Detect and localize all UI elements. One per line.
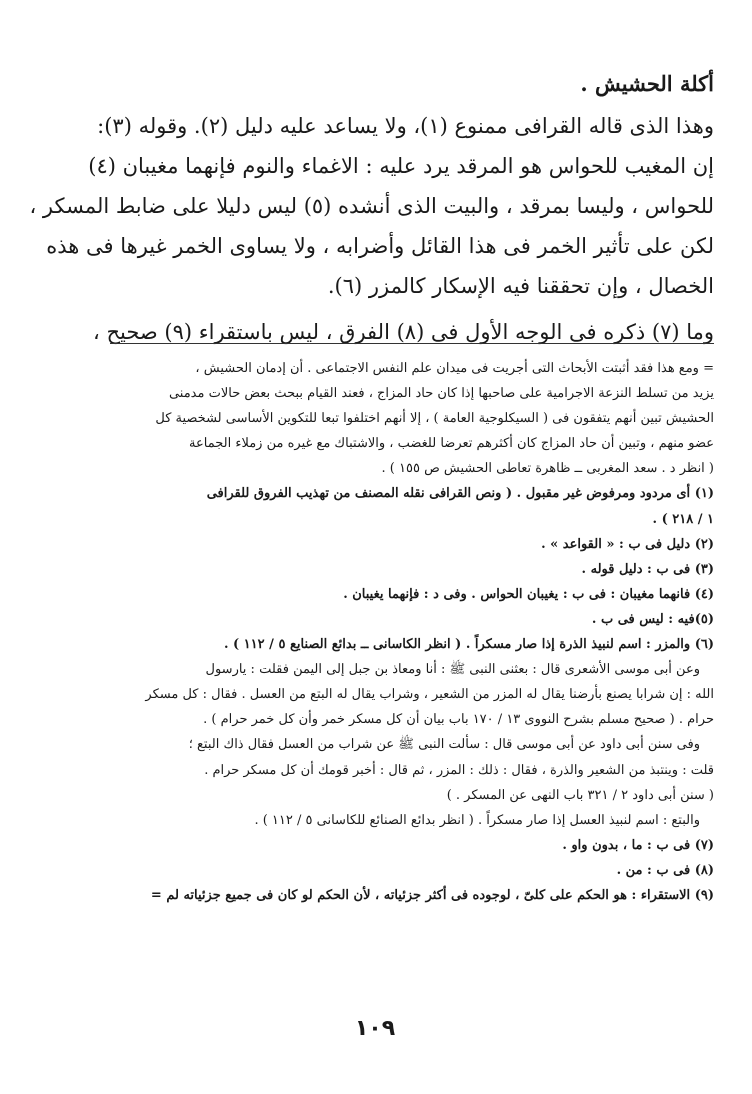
page-number: ١٠٩ — [354, 1016, 396, 1041]
footnote-line: يزيد من تسلط النزعة الاجرامية على صاحبها إذا كان حاد المزاج ، فعند القيام ببحث بعض حالات مدمنى — [168, 386, 714, 402]
footnote-line: حرام . ( صحيح مسلم بشرح النووى ١٣ / ١٧٠ باب بيان أن كل مسكر خمر وأن كل خمر حرام ) . — [203, 712, 714, 728]
footnote-5: (٥)فيه : ليس فى ب . — [591, 611, 714, 627]
footnote-8: (٨) فى ب : من . — [616, 862, 714, 878]
footnote-line: والبتع : اسم لنبيذ العسل إذا صار مسكراً . ( انظر بدائع الصنائع للكاسانى ٥ / ١١٢ ) . — [254, 812, 700, 828]
footnote-separator — [110, 343, 714, 344]
footnote-6: (٦) والمزر : اسم لنبيذ الذرة إذا صار مسكراً . ( انظر الكاسانى ــ بدائع الصنايع ٥ / ١١٢ ) . — [223, 637, 714, 653]
footnote-1: (١) أى مردود ومرفوض غير مقبول . ( ونص القرافى نقله المصنف من تهذيب الفروق للقرافى — [206, 486, 714, 502]
footnote-3: (٣) فى ب : دليل قوله . — [581, 561, 714, 577]
footnote-1-continued: ١ / ٢١٨ ) . — [652, 511, 714, 527]
footnote-line: الله : إن شرابا يصنع بأرضنا يقال له المزر من الشعير ، وشراب يقال له البتع من العسل . فقال : كل مسكر — [145, 687, 714, 703]
main-text-line: الخصال ، وإن تحققنا فيه الإسكار كالمزر (٦). — [327, 274, 714, 298]
footnote-4: (٤) فانهما مغيبان : فى ب : يغيبان الحواس . وفى د : فإنهما يغيبان . — [343, 586, 714, 602]
footnote-line: وفى سنن أبى داود عن أبى موسى قال : سألت النبى ﷺ عن شراب من العسل فقال ذاك البتع ؛ — [188, 737, 700, 753]
footnote-line: وعن أبى موسى الأشعرى قال : بعثنى النبى ﷺ : أنا ومعاذ بن جبل إلى اليمن فقلت : يارسول — [205, 662, 700, 678]
main-text-line: وما (٧) ذكره فى الوجه الأول فى (٨) الفرق ، ليس باستقراء (٩) صحيح ، — [93, 320, 714, 344]
footnote-line: ( سنن أبى داود ٢ / ٣٢١ باب النهى عن المسكر . ) — [446, 787, 714, 803]
main-text-line: إن المغيب للحواس هو المرقد يرد عليه : الاغماء والنوم فإنهما مغيبان (٤) — [88, 154, 714, 178]
footnote-line: = ومع هذا فقد أثبتت الأبحاث التى أجريت فى ميدان علم النفس الاجتماعى . أن إدمان الحشيش ، — [195, 361, 714, 376]
main-text-line: وهذا الذى قاله القرافى ممنوع (١)، ولا يساعد عليه دليل (٢). وقوله (٣): — [97, 114, 714, 138]
main-text-line: للحواس ، وليسا بمرقد ، والبيت الذى أنشده (٥) ليس دليلا على ضابط المسكر ، — [29, 194, 714, 218]
main-text-block — [29, 62, 714, 352]
footnote-line: قلت : وينتبذ من الشعير والذرة ، فقال : ذلك : المزر ، ثم قال : أخبر قومك أن كل مسكر حرام . — [204, 762, 714, 778]
main-text-line: أكلة الحشيش . — [580, 71, 714, 96]
footnote-line: ( انظر د . سعد المغربى ــ ظاهرة تعاطى الحشيش ص ١٥٥ ) . — [381, 461, 714, 477]
footnote-9: (٩) الاستقراء : هو الحكم على كلىّ ، لوجوده فى أكثر جزئياته ، لأن الحكم لو كان فى جميع جزئياته لم = — [150, 887, 714, 903]
footnotes-block — [70, 356, 714, 908]
footnote-line: عضو منهم ، وتبين أن حاد المزاج كان أكثرهم تعرضا للغضب ، والاشتباك مع غيره من زملاء الجماعة — [189, 436, 714, 452]
footnote-line: الحشيش تبين أنهم يتفقون فى ( السيكلوجية العامة ) ، إلا أنهم اختلفوا تبعا للتكوين الأساسى لشخصية كل — [155, 411, 714, 427]
main-text-line: لكن على تأثير الخمر فى هذا القائل وأضرابه ، ولا يساوى الخمر غيرها فى هذه — [46, 234, 714, 258]
footnote-2: (٢) دليل فى ب : « القواعد » . — [541, 536, 714, 552]
footnote-7: (٧) فى ب : ما ، بدون واو . — [562, 837, 714, 853]
